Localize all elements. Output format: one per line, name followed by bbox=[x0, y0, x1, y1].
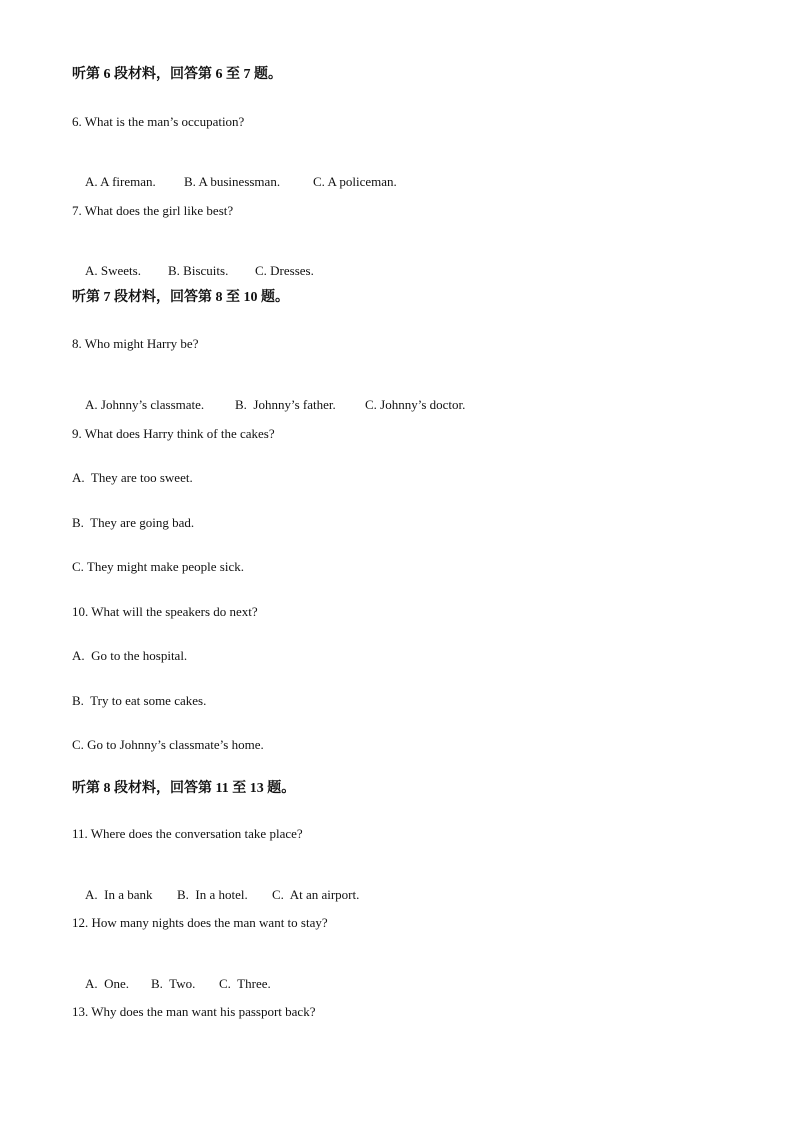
option-c: C. Johnny’s doctor. bbox=[365, 397, 466, 412]
option-a: A. One. bbox=[85, 976, 130, 991]
option-b: B. Try to eat some cakes. bbox=[72, 693, 207, 708]
option-c: C. Go to Johnny’s classmate’s home. bbox=[72, 737, 264, 752]
option-a: A. They are too sweet. bbox=[72, 470, 193, 485]
option-a: A. A fireman. bbox=[85, 174, 156, 189]
option-a: A. Go to the hospital. bbox=[72, 648, 188, 663]
section-heading: 听第 8 段材料，回答第 11 至 13 题。 bbox=[72, 781, 296, 796]
option-c: C. A policeman. bbox=[313, 174, 397, 189]
option-b: B. Biscuits. bbox=[168, 263, 229, 278]
question-stem: 12. How many nights does the man want to stay? bbox=[72, 915, 328, 930]
option-b: B. Johnny’s father. bbox=[235, 397, 336, 412]
option-b: B. In a hotel. bbox=[177, 887, 248, 902]
answer-options bbox=[72, 247, 314, 295]
option-a: A. Johnny’s classmate. bbox=[85, 397, 205, 412]
question-stem: 9. What does Harry think of the cakes? bbox=[72, 426, 275, 441]
question-stem: 8. Who might Harry be? bbox=[72, 336, 199, 351]
option-b: B. They are going bad. bbox=[72, 515, 195, 530]
answer-options bbox=[72, 871, 359, 919]
answer-options bbox=[72, 381, 465, 429]
option-c: C. Dresses. bbox=[255, 263, 314, 278]
section-heading: 听第 7 段材料，回答第 8 至 10 题。 bbox=[72, 290, 289, 305]
option-a: A. In a bank bbox=[85, 887, 153, 902]
question-stem: 7. What does the girl like best? bbox=[72, 203, 234, 218]
question-stem: 11. Where does the conversation take place? bbox=[72, 826, 303, 841]
option-c: C. They might make people sick. bbox=[72, 559, 244, 574]
answer-options bbox=[72, 158, 397, 206]
option-b: B. Two. bbox=[151, 976, 196, 991]
option-a: A. Sweets. bbox=[85, 263, 141, 278]
section-heading: 听第 6 段材料，回答第 6 至 7 题。 bbox=[72, 67, 282, 82]
option-c: C. Three. bbox=[219, 976, 271, 991]
question-stem: 10. What will the speakers do next? bbox=[72, 604, 258, 619]
answer-options bbox=[72, 960, 271, 1008]
option-b: B. A businessman. bbox=[184, 174, 281, 189]
question-stem: 6. What is the man’s occupation? bbox=[72, 114, 245, 129]
question-stem: 13. Why does the man want his passport back? bbox=[72, 1004, 316, 1019]
option-c: C. At an airport. bbox=[272, 887, 360, 902]
